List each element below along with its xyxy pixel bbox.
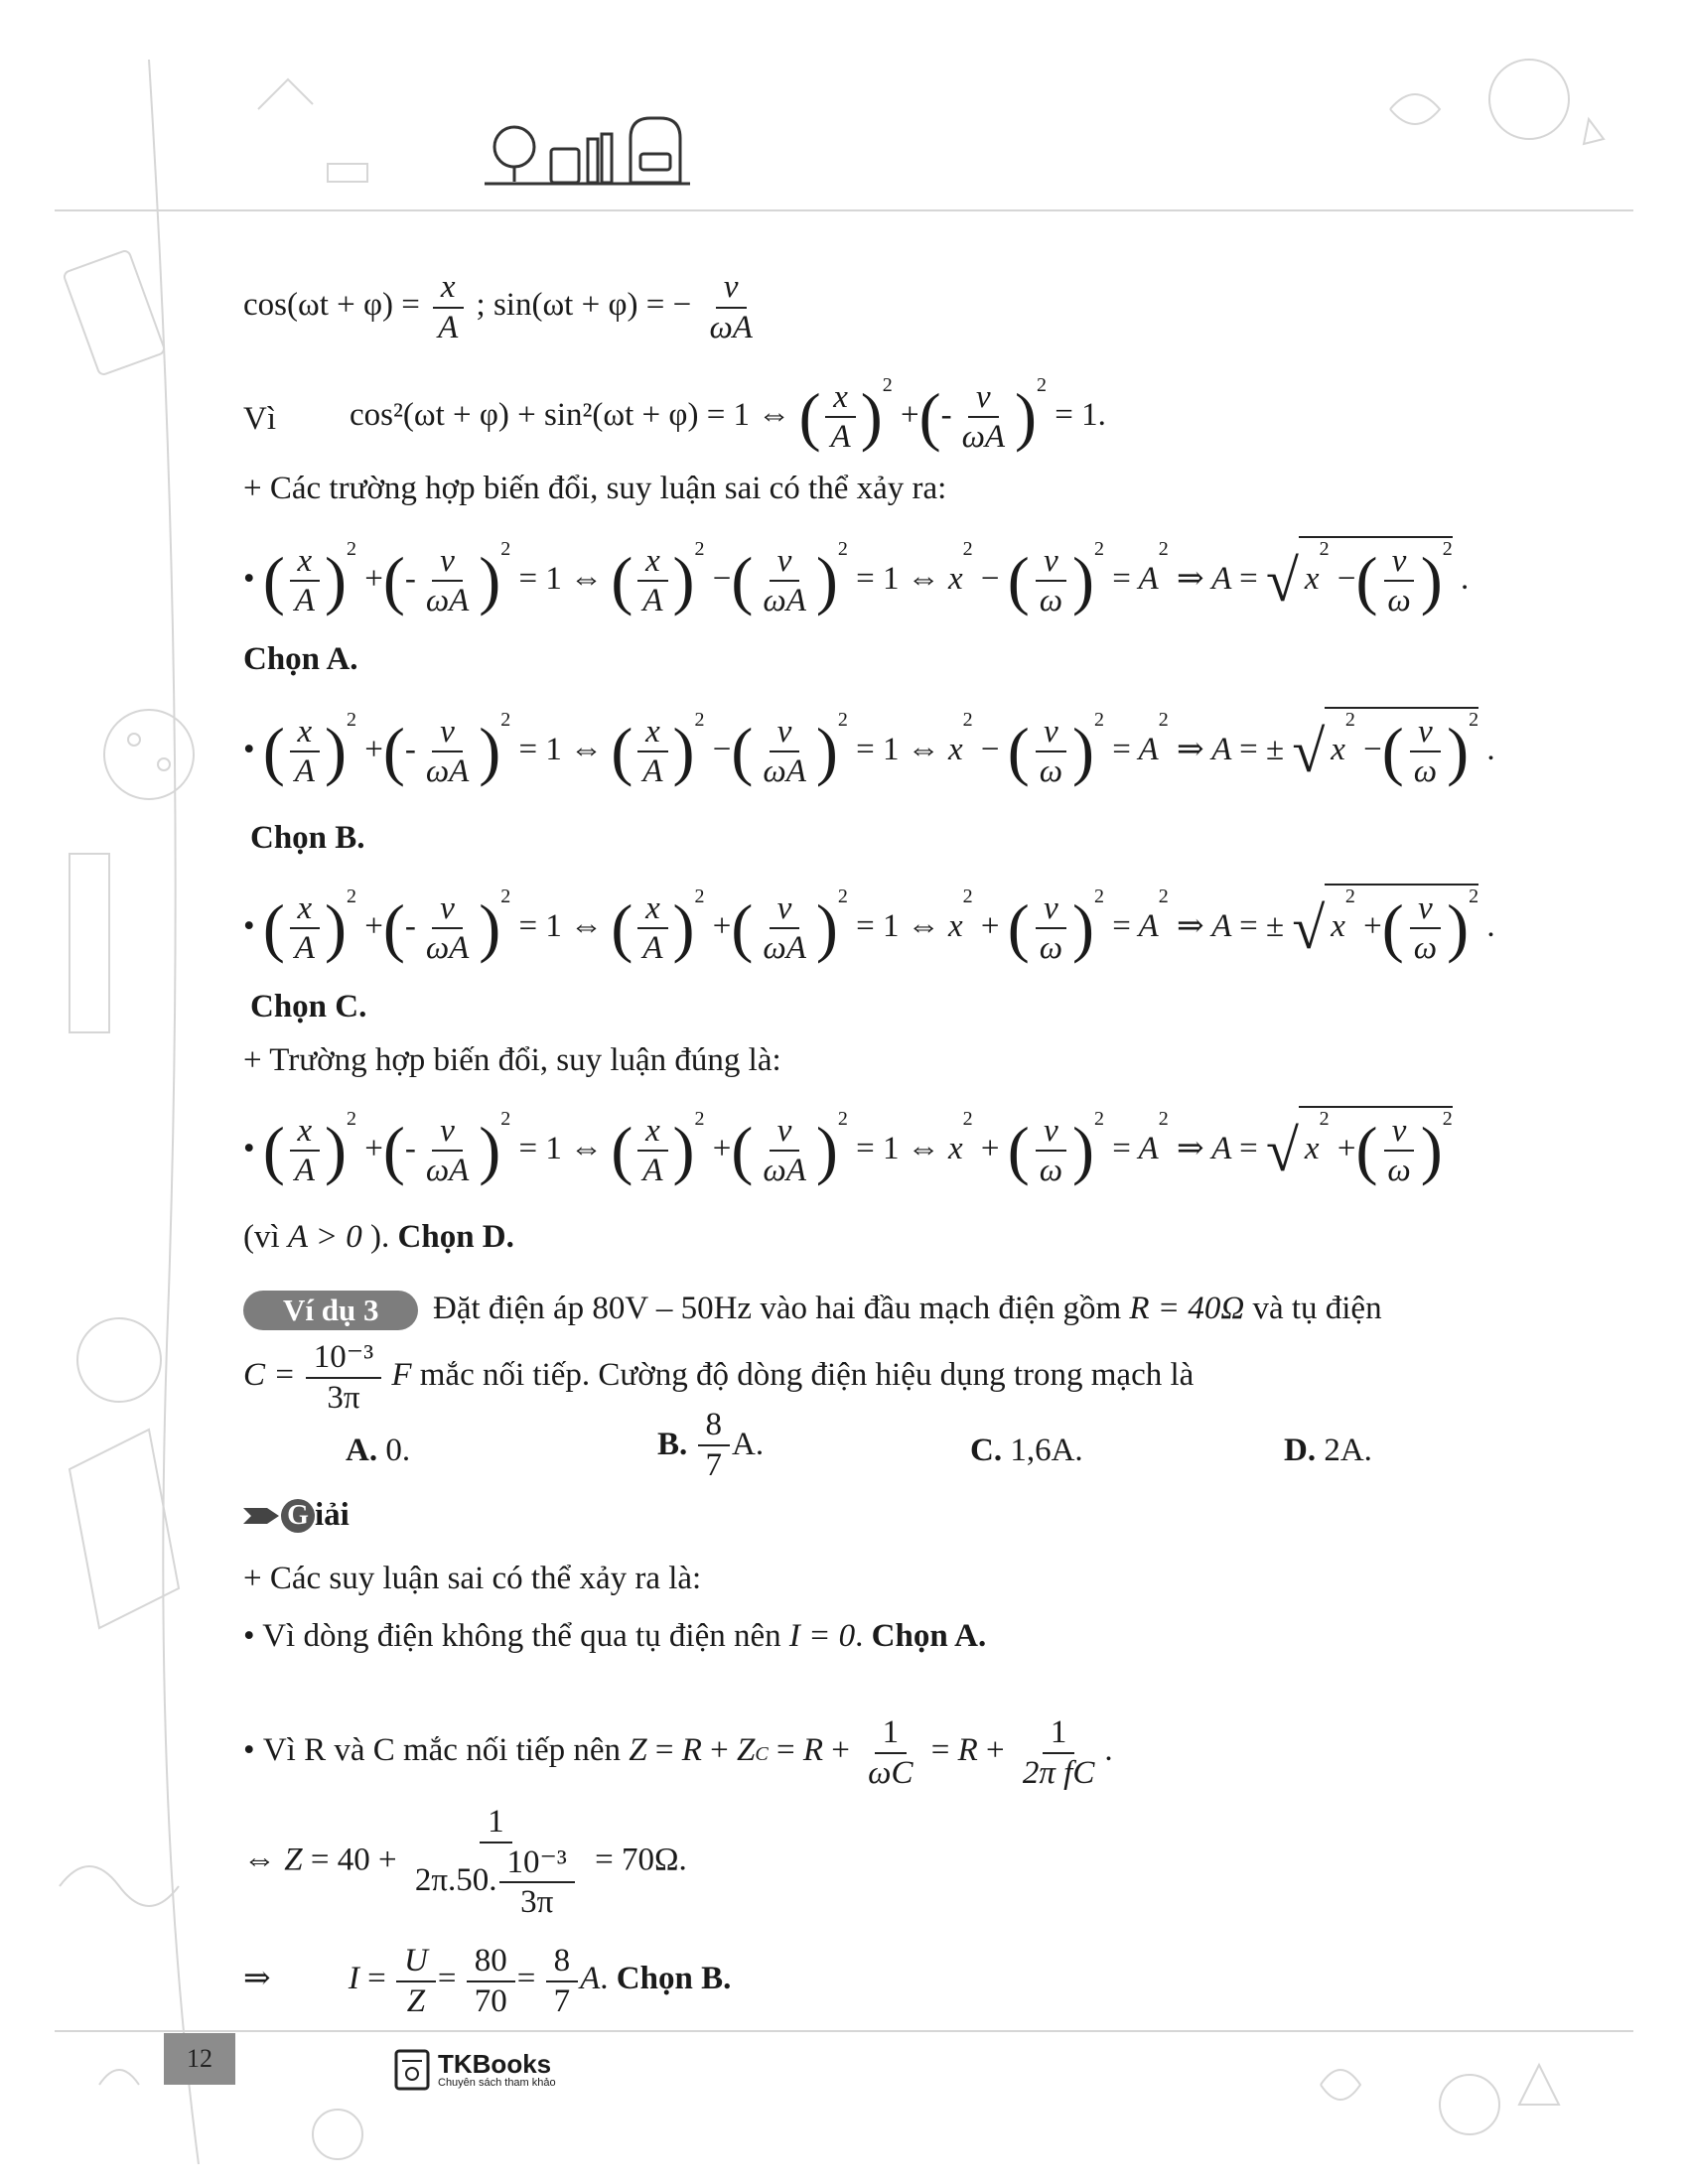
publisher-logo: [392, 2047, 556, 2093]
choose-b-label: Chọn B.: [250, 820, 365, 856]
option-c-value: 1,6A.: [1010, 1433, 1083, 1468]
case-a-equation: • ( $\frac{x}{A}$ )$^2$ +(- $\frac{v}{\omega A}$ )$^2$ = 1 ⇔ ( $\frac{x}{A}$ )$^2$ −( $\frac{v}{\omega A}$ )$^2$ = 1 ⇔ $x^2$ − ( $\frac{v}{\omega}$ )$^2 = A^2$ ⇒ A = √ $x^2$ −( $\frac{v}{\omega}$ )$^2$ .: [243, 538, 1470, 619]
equation-identity: cos²(ωt + φ) + sin²(ωt + φ) = 1 ⇔ ( $\frac{x}{A}$ )$^2$ +(- $\frac{v}{\omega A}$ )$^2$ = 1.: [350, 374, 1106, 456]
solution-heading: [243, 1497, 350, 1534]
choose-d-label: Chọn D.: [397, 1219, 514, 1255]
example-badge: [243, 1291, 418, 1330]
identity-text: cos²(ωt + φ) + sin²(ωt + φ) = 1 ⇔: [350, 397, 791, 433]
arrow-icon: [243, 1504, 281, 1528]
example-r: R = 40Ω: [1129, 1291, 1245, 1326]
c-den: 3π: [327, 1379, 360, 1416]
example-text1b: và tụ điện: [1252, 1291, 1382, 1326]
solution-line1: • Vì dòng điện không thể qua tụ điện nên I = 0. Chọn A.: [243, 1618, 987, 1654]
vi-label: Vì: [243, 401, 276, 437]
c-prefix: C =: [243, 1357, 296, 1394]
example-line1: [433, 1291, 1382, 1327]
eq1-left: cos(ωt + φ) =: [243, 287, 420, 324]
option-b: [657, 1408, 764, 1482]
case-d-equation: • ( $\frac{x}{A}$ )$^2$ +(- $\frac{v}{\omega A}$ )$^2$ = 1 ⇔ ( $\frac{x}{A}$ )$^2$ +( $\frac{v}{\omega A}$ )$^2$ = 1 ⇔ $x^2$ + ( $\frac{v}{\omega}$ )$^2 = A^2$ ⇒ A = √ $x^2$ +( $\frac{v}{\omega}$ )$^2$: [243, 1108, 1453, 1189]
condition-close: ).: [370, 1219, 390, 1255]
option-d: [1284, 1433, 1372, 1469]
option-b-num: 8: [698, 1408, 731, 1446]
option-b-letter: B.: [657, 1427, 688, 1463]
solution-line3-val: = 70Ω.: [595, 1842, 687, 1878]
solution-line3-prefix: ⇔: [243, 1842, 276, 1878]
example-text2: mắc nối tiếp. Cường độ dòng điện hiệu dụng trong mạch là: [419, 1357, 1195, 1394]
solution-line2-text: Vì R và C mắc nối tiếp nên: [262, 1732, 621, 1769]
page-number: 12: [164, 2033, 235, 2085]
example-badge-label: Ví dụ 3: [243, 1291, 418, 1330]
condition-open: (vì: [243, 1219, 280, 1255]
solution-line4-choice: Chọn B.: [616, 1961, 732, 1997]
example-text1: Đặt điện áp 80V – 50Hz vào hai đầu mạch điện gồm: [433, 1291, 1122, 1326]
publisher-tagline: Chuyên sách tham khảo: [438, 2077, 556, 2089]
c-num: 10⁻³: [306, 1340, 381, 1379]
option-b-value: A.: [732, 1427, 765, 1463]
option-c: [970, 1433, 1083, 1469]
case-b-equation: • ( $\frac{x}{A}$ )$^2$ +(- $\frac{v}{\omega A}$ )$^2$ = 1 ⇔ ( $\frac{x}{A}$ )$^2$ −( $\frac{v}{\omega A}$ )$^2$ = 1 ⇔ $x^2$ − ( $\frac{v}{\omega}$ )$^2 = A^2$ ⇒ A = ± √ $x^2$ −( $\frac{v}{\omega}$ )$^2$ .: [243, 709, 1495, 790]
solution-line4: ⇒ I = $\frac{U}{Z}$ = $\frac{80}{70}$ = $\frac{8}{7}$ A. Chọn B.: [243, 1943, 732, 2019]
option-b-den: 7: [705, 1446, 723, 1483]
eq1-right: ; sin(ωt + φ) = −: [476, 287, 692, 324]
intro-wrong: + Các trường hợp biến đổi, suy luận sai có thể xảy ra:: [243, 471, 947, 506]
option-d-letter: D.: [1284, 1433, 1317, 1468]
equation-cos-sin: cos(ωt + φ) = $\frac{x}{A}$ ; sin(ωt + φ) = − $\frac{v}{\omega A}$: [243, 269, 753, 345]
option-d-value: 2A.: [1324, 1433, 1372, 1468]
solution-letter-badge: G: [281, 1499, 315, 1533]
choose-c-label: Chọn C.: [250, 989, 367, 1024]
example-line2: [243, 1340, 1194, 1415]
solution-intro: + Các suy luận sai có thể xảy ra là:: [243, 1561, 702, 1596]
option-a-letter: A.: [346, 1433, 378, 1468]
condition-expr: A > 0: [287, 1219, 362, 1255]
solution-line3: ⇔ Z = 40 + 1 2π.50. $\frac{\text{10⁻³}}{3\pi}$ = 70Ω.: [243, 1804, 687, 1921]
option-c-letter: C.: [970, 1433, 1003, 1468]
case-c-equation: • ( $\frac{x}{A}$ )$^2$ +(- $\frac{v}{\omega A}$ )$^2$ = 1 ⇔ ( $\frac{x}{A}$ )$^2$ +( $\frac{v}{\omega A}$ )$^2$ = 1 ⇔ $x^2$ + ( $\frac{v}{\omega}$ )$^2 = A^2$ ⇒ A = ± √ $x^2$ +( $\frac{v}{\omega}$ )$^2$ .: [243, 886, 1495, 967]
publisher-name: TKBooks: [438, 2049, 552, 2079]
solution-line1-choice: Chọn A.: [871, 1618, 987, 1654]
choose-a-label: Chọn A.: [243, 641, 358, 677]
book-logo-icon: [392, 2047, 434, 2093]
option-a: [346, 1433, 410, 1469]
condition-line: [243, 1219, 514, 1256]
solution-line1-text: Vì dòng điện không thể qua tụ điện nên: [262, 1618, 781, 1654]
c-unit: F: [391, 1357, 412, 1394]
solution-heading-text: iải: [315, 1497, 350, 1533]
solution-line1-expr: I = 0: [788, 1618, 856, 1654]
solution-line2: • Vì R và C mắc nối tiếp nên Z = R + ZC = R + $\frac{1}{\omega C}$ = R + $\frac{1}{\text{2π fC}}$ .: [243, 1714, 1113, 1791]
option-a-value: 0.: [385, 1433, 411, 1468]
intro-right: + Trường hợp biến đổi, suy luận đúng là:: [243, 1042, 781, 1078]
